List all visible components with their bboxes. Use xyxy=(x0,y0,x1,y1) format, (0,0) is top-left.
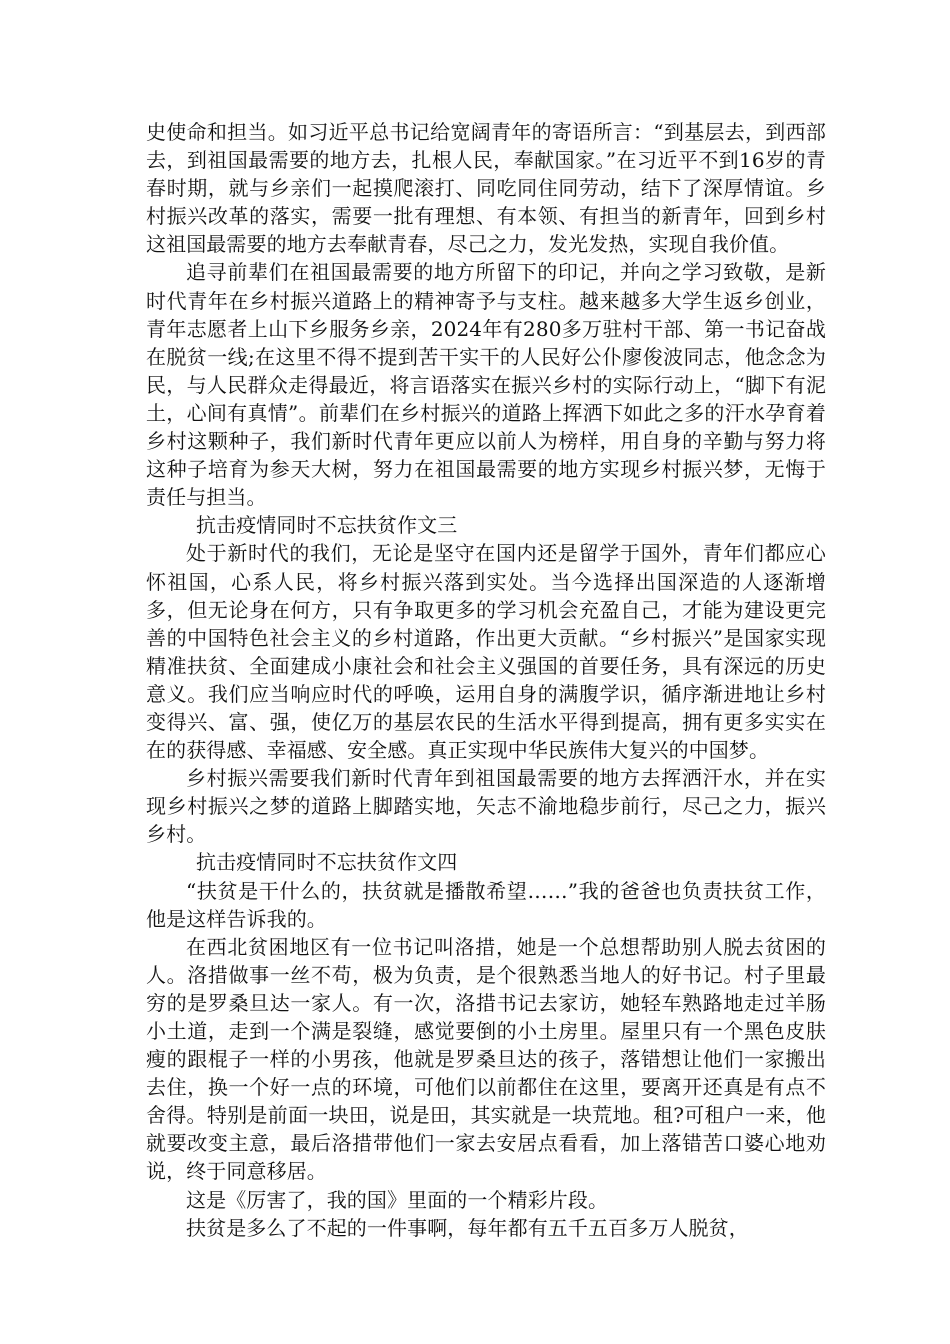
document-page xyxy=(146,118,826,1242)
paragraph-8: 扶贫是多么了不起的一件事啊，每年都有五千五百多万人脱贫， xyxy=(186,1215,749,1240)
paragraph-5: “扶贫是干什么的，扶贫就是播散希望……”我的爸爸也负责扶贫工作，他是这样告诉我的。 xyxy=(146,878,826,931)
paragraph-4: 乡村振兴需要我们新时代青年到祖国最需要的地方去挥洒汗水，并在实现乡村振兴之梦的道路上脚踏实地，矢志不渝地稳步前行，尽己之力，振兴乡村。 xyxy=(146,766,826,847)
paragraph-1: 史使命和担当。如习近平总书记给宽阔青年的寄语所言：“到基层去，到西部去，到祖国最需要的地方去，扎根人民，奉献国家。”在习近平不到16岁的青春时期，就与乡亲们一起摸爬滚打、同吃同住同劳动，结下了深厚情谊。乡村振兴改革的落实，需要一批有理想、有本领、有担当的新青年，回到乡村这祖国最需要的地方去奉献青春，尽己之力，发光发热，实现自我价值。 xyxy=(146,120,826,257)
paragraph-2: 追寻前辈们在祖国最需要的地方所留下的印记，并向之学习致敬，是新时代青年在乡村振兴道路上的精神寄予与支柱。越来越多大学生返乡创业，青年志愿者上山下乡服务乡亲，2024年有280多万驻村干部、第一书记奋战在脱贫一线;在这里不得不提到苦干实干的人民好公仆廖俊波同志，他念念为民，与人民群众走得最近，将言语落实在振兴乡村的实际行动上，“脚下有泥土，心间有真情”。前辈们在乡村振兴的道路上挥洒下如此之多的汗水孕育着乡村这颗种子，我们新时代青年更应以前人为榜样，用自身的辛勤与努力将这种子培育为参天大树，努力在祖国最需要的地方实现乡村振兴梦，无悔于责任与担当。 xyxy=(146,260,826,510)
paragraph-7: 这是《厉害了，我的国》里面的一个精彩片段。 xyxy=(186,1187,609,1212)
section-heading-3: 抗击疫情同时不忘扶贫作文三 xyxy=(196,513,458,538)
section-heading-4: 抗击疫情同时不忘扶贫作文四 xyxy=(196,850,458,875)
paragraph-3: 处于新时代的我们，无论是坚守在国内还是留学于国外，青年们都应心怀祖国，心系人民，将乡村振兴落到实处。当今选择出国深造的人逐渐增多，但无论身在何方，只有争取更多的学习机会充盈自己，才能为建设更完善的中国特色社会主义的乡村道路，作出更大贡献。“乡村振兴”是国家实现精准扶贫、全面建成小康社会和社会主义强国的首要任务，具有深远的历史意义。我们应当响应时代的呼唤，运用自身的满腹学识，循序渐进地让乡村变得兴、富、强，使亿万的基层农民的生活水平得到提高，拥有更多实实在在的获得感、幸福感、安全感。真正实现中华民族伟大复兴的中国梦。 xyxy=(146,541,826,763)
paragraph-6: 在西北贫困地区有一位书记叫洛措，她是一个总想帮助别人脱去贫困的人。洛措做事一丝不苟，极为负责，是个很熟悉当地人的好书记。村子里最穷的是罗桑旦达一家人。有一次，洛措书记去家访，她轻车熟路地走过羊肠小土道，走到一个满是裂缝，感觉要倒的小土房里。屋里只有一个黑色皮肤瘦的跟棍子一样的小男孩，他就是罗桑旦达的孩子，落错想让他们一家搬出去住，换一个好一点的环境，可他们以前都住在这里，要离开还真是有点不舍得。特别是前面一块田，说是田，其实就是一块荒地。租?可租户一来，他就要改变主意，最后洛措带他们一家去安居点看看，加上落错苦口婆心地劝说，终于同意移居。 xyxy=(146,934,826,1184)
